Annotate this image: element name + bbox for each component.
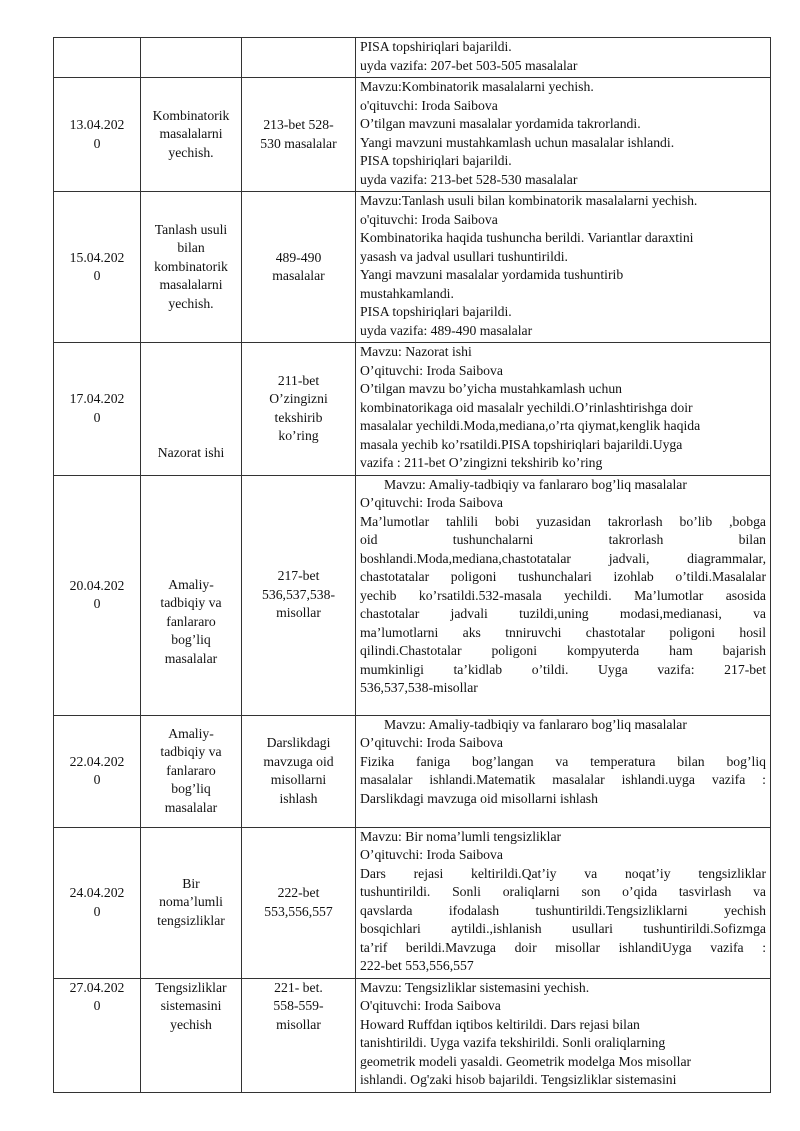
description-line: Mavzu:Tanlash usuli bilan kombinatorik masalalarni yechish. [360,193,698,208]
topic-cell [141,192,242,343]
description-cell [356,978,771,1092]
description-cell [356,78,771,192]
description-line: Ma’lumotlar tahlili bobi yuzasidan takrorlash bo’lib ,bobga [360,513,766,529]
date-line: 0 [93,596,101,611]
description-line: masalalar ishlandi.Matematik masalalar ishlandi.uyga vazifa : [360,772,766,787]
date-cell [54,978,141,1092]
description-line: ishlandi. Og'zaki hisob bajarildi. Tengsizliklar sistemasini [360,1072,677,1087]
date-line: 22.04.202 [69,753,125,769]
description-line: 222-bet 553,556,557 [360,958,474,973]
description-line: Dars rejasi keltirildi.Qat’iy va noqat’iy tengsizliklar [360,865,766,881]
homework-line: misollar [276,1016,321,1032]
topic-line: yechish. [168,144,214,160]
topic-line: noma’lumli [159,894,223,910]
description-line: qavslarda ifodalash tushuntirildi.Tengsizliklarni yechish [360,902,766,918]
description-line: Mavzu: Tengsizliklar sistemasini yechish. [360,979,590,995]
homework-line: ko’ring [278,428,319,444]
date-cell [54,475,141,715]
description-line: yechib ko’rsatildi.532-masala yechildi. Ma’lumotlar asosida [360,587,766,603]
homework-cell [242,78,356,192]
date-line: 0 [93,135,101,151]
description-line: uyda vazifa: 213-bet 528-530 masalalar [360,171,578,187]
description-line: PISA topshiriqlari bajarildi. [360,153,512,168]
topic-cell [141,978,242,1092]
description-line: Fizika faniga bog’langan va temperatura bilan bog’liq [360,753,766,769]
homework-line: 217-bet [277,568,320,584]
homework-cell [242,343,356,476]
date-line: 0 [93,998,101,1013]
description-cell [356,715,771,827]
topic-line: kombinatorik [154,258,228,274]
topic-line: Bir [182,875,200,891]
description-line: O’tilgan mavzuni masalalar yordamida takrorlandi. [360,116,641,131]
description-line: oid tushunchalarni takrorlash bilan [360,532,766,547]
homework-line: 222-bet [277,885,320,900]
topic-line: bog’liq [171,781,211,797]
description-line: Yangi mavzuni mustahkamlash uchun masalalar ishlandi. [360,134,675,150]
description-line: tushuntirildi. Sonli oraliqlarni son o’qida tasvirlash va [360,884,766,899]
homework-line: masalalar [272,268,325,283]
description-line: O’qituvchi: Iroda Saibova [360,847,503,862]
description-line: boshlandi.Moda,mediana,chastotatalar jadvali, diagrammalar, [360,550,766,566]
description-line: Darslikdagi mavzuga oid misollarni ishlash [360,790,598,806]
description-line: uyda vazifa: 207-bet 503-505 masalalar [360,57,578,73]
description-line: vazifa : 211-bet O’zingizni tekshirib ko’ring [360,455,603,470]
topic-line: sistemasini [160,998,222,1013]
description-cell [356,38,771,78]
topic-line: masalalar [164,799,218,815]
table-row [54,38,771,78]
table-row [54,475,771,715]
topic-cell [141,78,242,192]
homework-line: 213-bet 528- [263,117,334,132]
description-line: PISA topshiriqlari bajarildi. [360,39,512,54]
date-cell [54,38,141,78]
date-line: 24.04.202 [69,885,125,900]
lesson-log-table [53,37,771,1093]
topic-line: tengsizliklar [157,912,225,928]
description-line: Mavzu: Bir noma’lumli tengsizliklar [360,828,562,844]
topic-line: Kombinatorik [152,107,230,123]
table-row [54,78,771,192]
date-line: 20.04.202 [69,577,125,593]
date-line: 15.04.202 [69,249,125,265]
description-line: o'qituvchi: Iroda Saibova [360,211,498,227]
description-cell [356,475,771,715]
description-line: Mavzu: Amaliy-tadbiqiy va fanlararo bog’liq masalalar [384,476,687,492]
topic-cell [141,715,242,827]
date-line: 17.04.202 [69,391,125,407]
description-line: geometrik modeli yasaldi. Geometrik modelga Mos misollar [360,1053,692,1069]
homework-cell [242,475,356,715]
homework-cell [242,38,356,78]
homework-line: tekshirib [274,409,323,425]
topic-line: Nazorat ishi [157,445,225,460]
homework-cell [242,827,356,978]
date-line: 0 [93,268,101,283]
date-line: 27.04.202 [69,979,125,995]
table-row [54,978,771,1092]
date-line: 0 [93,903,101,919]
homework-line: 536,537,538- [262,586,335,602]
description-line: chastotalar jadvali tuzildi,uning modasi,medianasi, va [360,606,766,621]
date-cell [54,827,141,978]
homework-line: ishlash [279,790,318,806]
homework-line: O’zingizni [269,391,328,407]
topic-cell [141,38,242,78]
description-line: tanishtirildi. Uyga vazifa tekshirildi. Sonli oraliqlarning [360,1035,666,1050]
topic-line: bilan [177,240,205,256]
topic-line: tadbiqiy va [160,744,222,760]
description-cell [356,827,771,978]
homework-line: Darslikdagi [266,735,331,750]
table-row [54,192,771,343]
description-line: O’qituvchi: Iroda Saibova [360,362,503,378]
topic-line: Tengsizliklar [155,979,227,995]
description-line: o'qituvchi: Iroda Saibova [360,97,498,113]
topic-line: tadbiqiy va [160,595,222,611]
table-row [54,343,771,476]
description-line: mustahkamlandi. [360,285,454,301]
date-cell [54,343,141,476]
topic-line: Amaliy- [168,576,214,592]
homework-cell [242,715,356,827]
homework-line: misollarni [270,772,327,787]
date-cell [54,78,141,192]
description-line: bosqichlari aytildi.,ishlanish usullari tushuntirildi.Sofizmga [360,921,766,936]
homework-line: 221- bet. [274,979,323,995]
topic-cell [141,343,242,476]
description-line: O’qituvchi: Iroda Saibova [360,495,503,510]
description-line: Mavzu: Nazorat ishi [360,344,472,359]
description-cell [356,192,771,343]
topic-line: bog’liq [171,632,211,648]
description-line: Kombinatorika haqida tushuncha berildi. Variantlar daraxtini [360,230,694,245]
description-cell [356,343,771,476]
description-line: masalalar yechildi.Moda,mediana,o’rta qiymat,kenglik haqida [360,418,701,433]
description-line: qilindi.Chastotalar poligoni kompyuterda ham bajarish [360,643,766,658]
description-line: Mavzu: Amaliy-tadbiqiy va fanlararo bog’liq masalalar [384,716,687,732]
description-line: O'qituvchi: Iroda Saibova [360,998,501,1013]
homework-cell [242,192,356,343]
homework-line: 553,556,557 [264,903,333,919]
description-line: masala yechib ko’rsatildi.PISA topshiriqlari bajarildi.Uyga [360,436,683,452]
topic-cell [141,475,242,715]
description-line: uyda vazifa: 489-490 masalalar [360,322,533,338]
homework-line: misollar [276,605,321,621]
topic-line: yechish. [168,295,214,311]
description-line: Yangi mavzuni masalalar yordamida tushuntirib [360,267,624,282]
topic-line: Amaliy- [168,725,214,741]
description-line: mumkinligi ta’kidlab o’tildi. Uyga vazifa: 217-bet [360,661,766,677]
homework-line: 558-559- [273,998,324,1013]
topic-line: masalalar [164,650,218,666]
description-line: ma’lumotlarni aks tnniruvchi chastotalar poligoni hosil [360,624,766,640]
table-row [54,715,771,827]
topic-line: yechish [170,1016,212,1032]
date-line: 0 [93,772,101,787]
date-cell [54,192,141,343]
date-cell [54,715,141,827]
table-row [54,827,771,978]
topic-line: fanlararo [166,762,216,778]
homework-line: 530 masalalar [260,135,337,151]
description-line: kombinatorikaga oid masalalr yechildi.O’rinlashtirishga doir [360,399,693,415]
topic-line: fanlararo [166,613,216,629]
description-line: ta’rif berildi.Mavzuga doir misollar ishlandiUyga vazifa : [360,939,766,955]
description-line: Howard Ruffdan iqtibos keltirildi. Dars rejasi bilan [360,1016,640,1032]
description-line: PISA topshiriqlari bajarildi. [360,304,512,319]
date-line: 0 [93,409,101,425]
homework-line: 489-490 [275,249,322,265]
topic-line: masalalarni [159,126,223,142]
description-line: chastotatalar poligoni tushunchalari izohlab o’tildi.Masalalar [360,569,766,584]
topic-cell [141,827,242,978]
homework-line: 211-bet [277,372,320,388]
description-line: O’qituvchi: Iroda Saibova [360,735,503,750]
topic-line: Tanlash usuli [154,221,228,237]
date-line: 13.04.202 [69,117,125,132]
homework-cell [242,978,356,1092]
description-line: yasash va jadval usullari tushuntirildi. [360,248,568,264]
description-line: 536,537,538-misollar [360,680,478,695]
topic-line: masalalarni [159,277,223,293]
description-line: Mavzu:Kombinatorik masalalarni yechish. [360,79,594,94]
homework-line: mavzuga oid [263,753,334,769]
description-line: O’tilgan mavzu bo’yicha mustahkamlash uchun [360,381,623,396]
